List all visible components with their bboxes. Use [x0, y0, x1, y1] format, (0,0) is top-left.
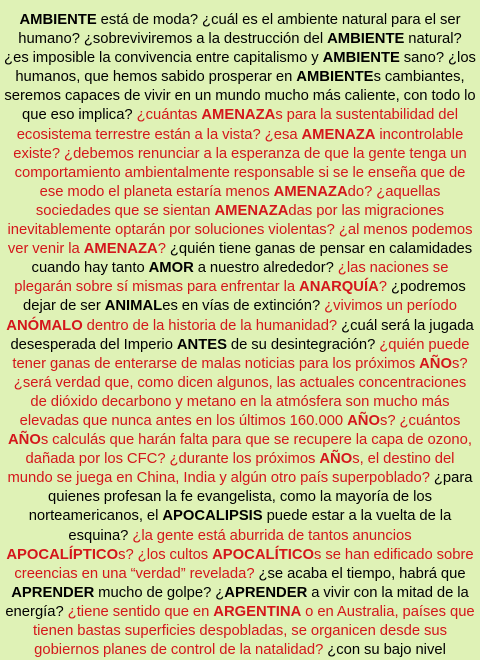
text-segment: ¿cuántas	[136, 107, 202, 124]
keyword: ANARQUÍA	[299, 279, 379, 296]
text-segment: ¿para quienes profesan la fe evangelista, como la mayoría de los norteamericanos, el	[28, 470, 473, 525]
keyword: AMBIENTE	[19, 12, 97, 28]
text-segment: ?	[378, 279, 391, 296]
text-segment: das por las migraciones inevitablemente optarán por soluciones violentas? ¿al menos podemos ver venir la	[7, 202, 473, 258]
keyword: AMENAZA	[214, 202, 289, 219]
text-segment: ¿tiene sentido que en	[67, 603, 214, 620]
text-segment: ¿se acaba el tiempo, habrá que	[258, 565, 466, 582]
text-segment: natural? ¿es imposible la convivencia entre capitalismo y	[4, 31, 462, 67]
text-segment: s cambiantes, seremos capaces de vivir en un mundo mucho más caliente, con todo lo que eso implica?	[4, 69, 476, 124]
text-segment: de su desintegración?	[227, 336, 380, 353]
text-segment: ¿las naciones se plegarán sobre sí mismas para enfrentar la	[14, 260, 449, 296]
keyword: AÑO	[7, 432, 41, 449]
text-segment: ¿la gente está aburrida de tantos anuncios	[132, 527, 412, 544]
text-segment: s para la sustentabilidad del ecosistema terrestre están a la vista? ¿esa	[16, 107, 458, 143]
keyword: AMOR	[148, 260, 194, 277]
keyword: APOCALÍTICO	[212, 546, 315, 563]
keyword: AÑO	[319, 451, 353, 468]
text-segment: ¿con su bajo nivel	[327, 642, 446, 659]
keyword: ANTES	[176, 336, 227, 353]
text-segment: puede estar a la vuelta de la esquina?	[68, 508, 452, 544]
keyword: AMBIENTE	[322, 50, 400, 67]
keyword: ANÓMALO	[6, 317, 83, 334]
text-segment: ¿quién tiene ganas de pensar en calamidades cuando hay tanto	[31, 241, 473, 277]
text-segment: a nuestro alrededor?	[193, 260, 338, 277]
text-segment: ?	[157, 241, 170, 258]
keyword: AÑO	[347, 412, 380, 429]
text-segment: dentro de la historia de la humanidad?	[82, 317, 342, 334]
text-segment: mucho de golpe? ¿	[94, 584, 225, 601]
text-segment: incontrolable existe? ¿debemos renunciar a la esperanza de que la gente tenga un comportamiento ambientalmente responsable si se le enseña que de ese modo el planeta estaría menos	[13, 126, 467, 200]
text-segment: ¿cuál será la jugada desesperada del Imperio	[10, 317, 474, 353]
text-segment: s calculás que harán falta para que se recupere la capa de ozono, dañada por los CFC? ¿durante los próximos	[25, 432, 472, 468]
text-segment: ¿quién puede tener ganas de enterarse de malas noticias para los próximos	[12, 336, 470, 372]
text-segment: es en vías de extinción?	[162, 298, 325, 315]
text-segment: s, el destino del mundo se juega en China, India y algún otro país superpoblado?	[7, 451, 455, 487]
keyword: AMENAZA	[301, 126, 376, 143]
text-segment: s se han edificado sobre creencias en una “verdad” revelada?	[14, 546, 474, 582]
text-segment: ¿vivimos un período	[324, 298, 457, 315]
keyword: AMENAZA	[273, 183, 348, 200]
keyword: AMENAZA	[201, 107, 276, 124]
keyword: ANIMAL	[104, 298, 163, 315]
keyword: APOCALÍPTICO	[6, 546, 119, 563]
keyword: APRENDER	[224, 584, 308, 601]
text-segment: ¿será verdad que, como dicen algunos, las actuales concentraciones de dióxido decarbono y metano en la atmósfera son mucho más elevadas que nunca antes en los últimos 160.000	[13, 374, 467, 429]
text-block	[4, 11, 476, 660]
text-segment: sano? ¿los humanos, que hemos sabido prosperar en	[15, 50, 476, 86]
keyword: AMENAZA	[83, 241, 158, 258]
text-segment: do? ¿aquellas sociedades que se sientan	[35, 183, 441, 219]
text-segment: s? ¿cuántos	[379, 412, 461, 429]
keyword: AMBIENTE	[327, 31, 405, 48]
text-segment: o en Australia, países que tienen bastas superficies despobladas, se organicen desde sus gobiernos planes de control de la natalidad?	[32, 603, 475, 659]
keyword: APRENDER	[11, 584, 95, 601]
keyword: AÑO	[419, 355, 453, 372]
text-segment: a vivir con la mitad de la energía?	[5, 584, 469, 620]
keyword: APOCALIPSIS	[162, 508, 263, 525]
keyword: AMBIENTE	[296, 69, 374, 86]
text-segment: ¿podremos dejar de ser	[23, 279, 466, 315]
text-segment: está de moda? ¿cuál es el ambiente natural para el ser humano? ¿sobreviviremos a la destrucción del	[18, 12, 461, 48]
text-segment: s? ¿los cultos	[118, 546, 213, 563]
keyword: ARGENTINA	[213, 603, 302, 620]
text-segment: s?	[452, 355, 468, 372]
